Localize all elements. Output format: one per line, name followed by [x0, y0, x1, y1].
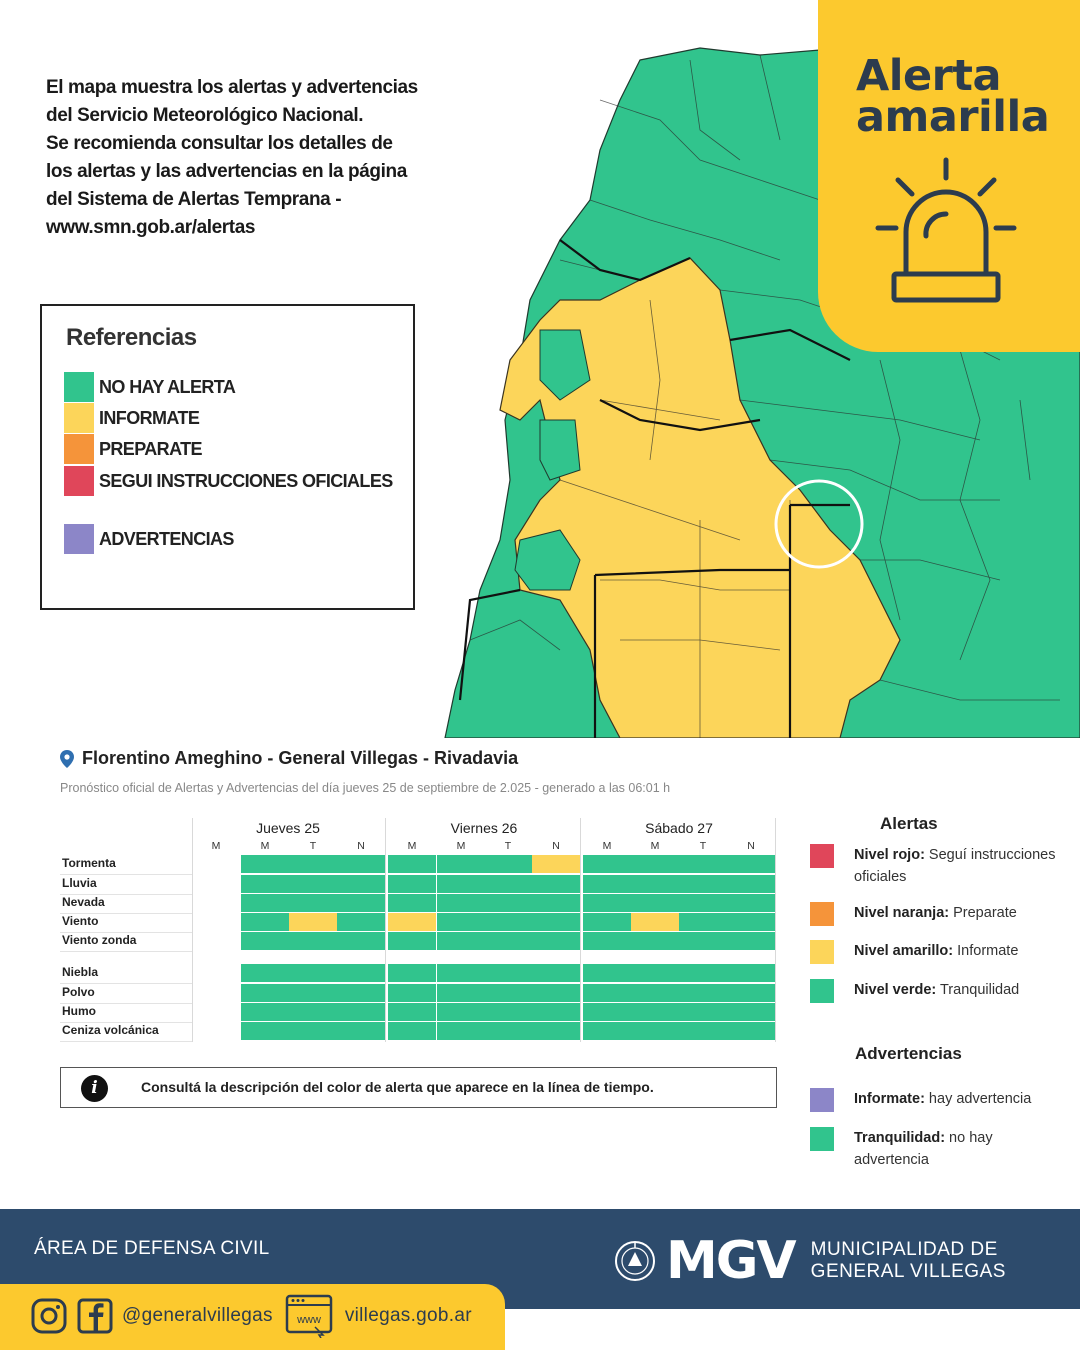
- location-pin-icon: [60, 750, 74, 768]
- timeline-cell: [484, 913, 532, 931]
- timeline-cell: [679, 984, 727, 1002]
- brand-name: [811, 1239, 1006, 1283]
- legend-label: ADVERTENCIAS: [99, 528, 234, 549]
- warning-level-item: [810, 1088, 1070, 1112]
- timeline-cell: [437, 1022, 485, 1040]
- level-desc: Preparate: [949, 905, 1017, 921]
- warning-level-text: [854, 1127, 1064, 1171]
- timeline-cell: [437, 964, 485, 982]
- timeline-cell: [583, 855, 631, 873]
- row-divider: [60, 874, 192, 875]
- timeline-cell: [727, 984, 775, 1002]
- alert-level-text: [854, 979, 1064, 1001]
- phenomenon-label: Polvo: [62, 985, 95, 999]
- legend-label: SEGUI INSTRUCCIONES OFICIALES: [99, 470, 393, 491]
- timeline-cell: [532, 855, 580, 873]
- legend-swatch: [64, 466, 94, 496]
- timeline-cell: [241, 964, 289, 982]
- timeline-cell: [727, 1003, 775, 1021]
- map-intro-text: [46, 74, 466, 242]
- timeline-cell: [289, 1003, 337, 1021]
- time-slot-header: M: [211, 840, 221, 852]
- row-divider: [60, 1041, 192, 1042]
- time-slot-header: M: [650, 840, 660, 852]
- timeline-cell: [631, 932, 679, 950]
- timeline-cell: [727, 1022, 775, 1040]
- area-label: ÁREA DE DEFENSA CIVIL: [34, 1238, 270, 1259]
- level-desc: hay advertencia: [924, 1091, 1032, 1107]
- timeline-cell: [583, 1003, 631, 1021]
- legend-label: INFORMATE: [99, 407, 200, 428]
- timeline-cell: [679, 875, 727, 893]
- timeline-cell: [484, 875, 532, 893]
- legend-swatch: [810, 979, 834, 1003]
- forecast-location: [60, 748, 518, 769]
- timeline-cell: [289, 932, 337, 950]
- timeline-cell: [727, 932, 775, 950]
- timeline-cell: [337, 964, 385, 982]
- day-header: Viernes 26: [450, 820, 518, 836]
- timeline-cell: [484, 855, 532, 873]
- level-name: Nivel rojo:: [854, 847, 925, 863]
- timeline-cell: [289, 875, 337, 893]
- column-divider: [775, 818, 776, 1042]
- timeline-cell: [583, 913, 631, 931]
- timeline-cell: [484, 1022, 532, 1040]
- forecast-timeline-grid: [60, 818, 778, 1044]
- timeline-cell: [727, 875, 775, 893]
- phenomenon-label: Tormenta: [62, 856, 116, 870]
- map-legend-item: [64, 372, 235, 402]
- phenomenon-label: Viento zonda: [62, 933, 137, 947]
- timeline-cell: [631, 875, 679, 893]
- municipal-seal-icon: [614, 1238, 656, 1284]
- timeline-cell: [337, 932, 385, 950]
- brand-line1: MUNICIPALIDAD DE: [810, 1239, 998, 1260]
- timeline-cell: [532, 913, 580, 931]
- timeline-cell: [337, 875, 385, 893]
- phenomenon-label: Ceniza volcánica: [62, 1023, 159, 1037]
- timeline-cell: [437, 984, 485, 1002]
- timeline-cell: [679, 932, 727, 950]
- level-desc: no hay advertencia: [854, 1130, 993, 1168]
- legend-swatch: [810, 940, 834, 964]
- timeline-cell: [289, 913, 337, 931]
- timeline-cell: [484, 894, 532, 912]
- alert-level-text: [854, 940, 1064, 962]
- timeline-cell: [727, 894, 775, 912]
- timeline-cell: [241, 894, 289, 912]
- info-notice: [60, 1067, 777, 1108]
- time-slot-header: N: [747, 840, 755, 852]
- website-icon[interactable]: [285, 1294, 333, 1338]
- intro-line: del Sistema de Alertas Temprana -: [46, 189, 342, 210]
- level-desc: Seguí instrucciones oficiales: [854, 847, 1056, 885]
- intro-line: www.smn.gob.ar/alertas: [46, 217, 256, 238]
- timeline-cell: [337, 984, 385, 1002]
- timeline-cell: [337, 913, 385, 931]
- timeline-cell: [241, 1003, 289, 1021]
- info-icon: i: [81, 1075, 108, 1102]
- legend-swatch: [64, 434, 94, 464]
- timeline-cell: [337, 1022, 385, 1040]
- map-legend: [40, 304, 415, 610]
- level-name: Informate:: [854, 1091, 925, 1107]
- alert-level-badge: [818, 0, 1080, 352]
- alert-level-item: [810, 940, 1070, 964]
- timeline-cell: [484, 1003, 532, 1021]
- timeline-cell: [388, 984, 436, 1002]
- timeline-cell: [241, 984, 289, 1002]
- timeline-cell: [532, 1003, 580, 1021]
- timeline-cell: [727, 855, 775, 873]
- legend-label: PREPARATE: [99, 438, 202, 459]
- timeline-cell: [484, 984, 532, 1002]
- timeline-cell: [679, 1022, 727, 1040]
- time-slot-header: N: [552, 840, 560, 852]
- timeline-cell: [241, 855, 289, 873]
- timeline-cell: [631, 1022, 679, 1040]
- warning-level-item: [810, 1127, 1070, 1171]
- warning-level-text: [854, 1088, 1064, 1110]
- time-slot-header: M: [602, 840, 612, 852]
- map-legend-item: [64, 466, 393, 496]
- timeline-cell: [437, 855, 485, 873]
- timeline-cell: [388, 913, 436, 931]
- timeline-cell: [583, 875, 631, 893]
- level-desc: Tranquilidad: [936, 982, 1020, 998]
- intro-line: los alertas y las advertencias en la página: [46, 161, 407, 182]
- timeline-cell: [631, 894, 679, 912]
- timeline-cell: [679, 1003, 727, 1021]
- brand-line2: GENERAL VILLEGAS: [810, 1261, 1006, 1282]
- timeline-cell: [289, 964, 337, 982]
- phenomenon-label: Viento: [62, 914, 99, 928]
- map-legend-item: [64, 524, 234, 554]
- alertas-heading: Alertas: [880, 814, 938, 833]
- time-slot-header: T: [699, 840, 707, 852]
- legend-swatch: [810, 902, 834, 926]
- phenomenon-label: Niebla: [62, 965, 99, 979]
- timeline-cell: [583, 964, 631, 982]
- municipality-logo: [614, 1231, 1006, 1291]
- timeline-cell: [388, 1022, 436, 1040]
- level-name: Nivel naranja:: [854, 905, 950, 921]
- timeline-cell: [289, 855, 337, 873]
- timeline-cell: [583, 984, 631, 1002]
- timeline-cell: [631, 984, 679, 1002]
- legend-swatch: [810, 1088, 834, 1112]
- timeline-cell: [727, 913, 775, 931]
- www-label: www: [296, 1314, 321, 1326]
- timeline-cell: [241, 913, 289, 931]
- legend-swatch: [810, 1127, 834, 1151]
- time-slot-header: T: [504, 840, 512, 852]
- timeline-cell: [484, 932, 532, 950]
- timeline-cell: [532, 964, 580, 982]
- map-legend-item: [64, 403, 199, 433]
- timeline-cell: [437, 894, 485, 912]
- column-divider: [580, 818, 581, 1042]
- timeline-cell: [583, 932, 631, 950]
- timeline-cell: [289, 1022, 337, 1040]
- timeline-cell: [679, 913, 727, 931]
- intro-line: Se recomienda consultar los detalles de: [46, 133, 393, 154]
- timeline-cell: [337, 1003, 385, 1021]
- timeline-cell: [583, 894, 631, 912]
- alert-level-item: [810, 844, 1070, 888]
- timeline-cell: [437, 932, 485, 950]
- location-name: Florentino Ameghino - General Villegas - Rivadavia: [82, 748, 519, 768]
- timeline-cell: [289, 984, 337, 1002]
- timeline-cell: [532, 875, 580, 893]
- timeline-cell: [679, 894, 727, 912]
- timeline-cell: [532, 894, 580, 912]
- alert-level-item: [810, 902, 1070, 926]
- timeline-cell: [241, 932, 289, 950]
- alert-level-title: [856, 51, 1050, 142]
- timeline-cell: [388, 875, 436, 893]
- level-name: Nivel amarillo:: [854, 943, 954, 959]
- website-link[interactable]: villegas.gob.ar: [344, 1305, 472, 1326]
- alert-title-line2: amarilla: [856, 92, 1050, 142]
- time-slot-header: M: [456, 840, 466, 852]
- map-green-pocket: [540, 420, 580, 480]
- map-legend-item: [64, 434, 202, 464]
- forecast-subtitle: Pronóstico oficial de Alertas y Advertencias del día jueves 25 de septiembre de 2.025 - generado a las 06:01 h: [60, 781, 671, 795]
- timeline-cell: [289, 894, 337, 912]
- legend-label: NO HAY ALERTA: [99, 376, 236, 397]
- time-slot-header: M: [407, 840, 417, 852]
- timeline-cell: [437, 1003, 485, 1021]
- facebook-icon[interactable]: [76, 1297, 114, 1335]
- timeline-cell: [631, 964, 679, 982]
- timeline-cell: [337, 855, 385, 873]
- row-divider: [60, 983, 192, 984]
- timeline-cell: [388, 894, 436, 912]
- timeline-cell: [631, 913, 679, 931]
- siren-icon: [874, 156, 1024, 306]
- timeline-cell: [388, 932, 436, 950]
- timeline-cell: [532, 932, 580, 950]
- level-name: Nivel verde:: [854, 982, 937, 998]
- timeline-cell: [388, 1003, 436, 1021]
- timeline-cell: [679, 964, 727, 982]
- day-header: Jueves 25: [256, 820, 320, 836]
- instagram-icon[interactable]: [30, 1297, 68, 1335]
- timeline-cell: [241, 1022, 289, 1040]
- timeline-cell: [631, 1003, 679, 1021]
- time-slot-header: N: [357, 840, 365, 852]
- timeline-cell: [727, 964, 775, 982]
- column-divider: [192, 818, 193, 1042]
- legend-swatch: [64, 372, 94, 402]
- level-name: Tranquilidad:: [854, 1130, 946, 1146]
- timeline-cell: [437, 913, 485, 931]
- legend-swatch: [64, 403, 94, 433]
- column-divider: [385, 818, 386, 1042]
- timeline-cell: [337, 894, 385, 912]
- timeline-cell: [388, 964, 436, 982]
- time-slot-header: M: [260, 840, 270, 852]
- timeline-cell: [583, 1022, 631, 1040]
- social-links: [30, 1294, 484, 1338]
- alert-level-text: [854, 844, 1064, 888]
- phenomenon-label: Nevada: [62, 895, 105, 909]
- timeline-cell: [437, 875, 485, 893]
- map-legend-title: Referencias: [66, 324, 197, 351]
- timeline-cell: [532, 984, 580, 1002]
- timeline-cell: [388, 855, 436, 873]
- timeline-cell: [631, 855, 679, 873]
- intro-line: El mapa muestra los alertas y advertencias: [46, 77, 418, 98]
- timeline-cell: [532, 1022, 580, 1040]
- level-desc: Informate: [953, 943, 1019, 959]
- alert-level-text: [854, 902, 1064, 924]
- day-header: Sábado 27: [645, 820, 713, 836]
- legend-swatch: [810, 844, 834, 868]
- row-divider: [60, 951, 192, 952]
- advertencias-heading: Advertencias: [855, 1044, 962, 1063]
- timeline-cell: [484, 964, 532, 982]
- intro-line: del Servicio Meteorológico Nacional.: [46, 105, 364, 126]
- info-notice-text: Consultá la descripción del color de alerta que aparece en la línea de tiempo.: [141, 1079, 654, 1095]
- brand-letters: MGV: [666, 1231, 795, 1291]
- timeline-cell: [241, 875, 289, 893]
- time-slot-header: T: [309, 840, 317, 852]
- social-handle[interactable]: @generalvillegas: [122, 1305, 273, 1326]
- alert-title-line1: Alerta: [856, 51, 1001, 101]
- phenomenon-label: Humo: [62, 1004, 96, 1018]
- timeline-cell: [679, 855, 727, 873]
- phenomenon-label: Lluvia: [62, 876, 97, 890]
- legend-swatch: [64, 524, 94, 554]
- alert-level-item: [810, 979, 1070, 1003]
